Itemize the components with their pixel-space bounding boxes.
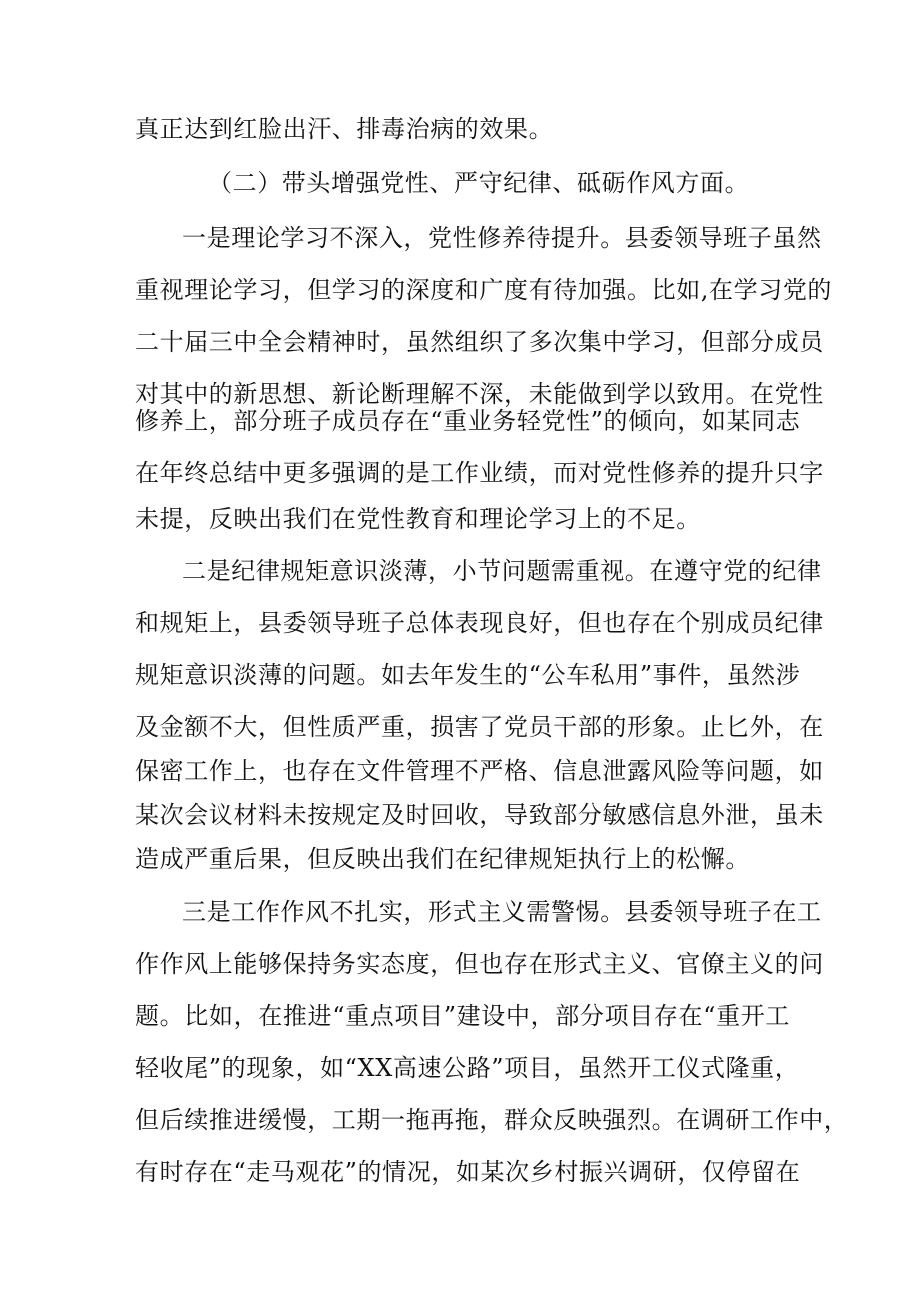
paragraph-2-line-2: 和规矩上，县委领导班子总体表现良好，但也存在个别成员纪律 xyxy=(135,609,824,637)
paragraph-2-line-3: 规矩意识淡薄的问题。如去年发生的“公车私用”事件，虽然涉 xyxy=(135,661,801,689)
paragraph-1-line-5: 修养上，部分班子成员存在“重业务轻党性”的倾向，如某同志 xyxy=(135,407,801,435)
paragraph-1-line-4: 对其中的新思想、新论断理解不深，未能做到学以致用。在党性 xyxy=(135,380,824,408)
paragraph-3-line-1: 三是工作作风不扎实，形式主义需警惕。县委领导班子在工 xyxy=(182,898,822,926)
paragraph-1-line-6: 在年终总结中更多强调的是工作业绩，而对党性修养的提升只字 xyxy=(135,459,824,487)
section-heading: （二）带头增强党性、严守纪律、砥砺作风方面。 xyxy=(208,169,750,197)
paragraph-2-line-6: 某次会议材料未按规定及时回收，导致部分敏感信息外泄，虽未 xyxy=(135,801,824,829)
paragraph-2-line-5: 保密工作上，也存在文件管理不严格、信息泄露风险等问题，如 xyxy=(135,757,824,785)
paragraph-3-line-2: 作作风上能够保持务实态度，但也存在形式主义、官僚主义的问 xyxy=(135,950,824,978)
paragraph-1-line-1: 一是理论学习不深入，党性修养待提升。县委领导班子虽然 xyxy=(182,224,822,252)
text-line-1: 真正达到红脸出汗、排毒治病的效果。 xyxy=(135,115,554,143)
paragraph-2-line-1: 二是纪律规矩意识淡薄，小节问题需重视。在遵守党的纪律 xyxy=(182,557,822,585)
paragraph-3-line-3: 题。比如，在推进“重点项目”建设中，部分项目存在“重开工 xyxy=(135,1002,790,1030)
paragraph-3-line-5: 但后续推进缓慢，工期一拖再拖，群众反映强烈。在调研工作中， xyxy=(135,1106,849,1134)
paragraph-1-line-3: 二十届三中全会精神时，虽然组织了多次集中学习，但部分成员 xyxy=(135,328,824,356)
paragraph-3-line-4: 轻收尾”的现象，如“XX高速公路”项目，虽然开工仪式隆重， xyxy=(135,1054,800,1082)
paragraph-2-line-7: 造成严重后果，但反映出我们在纪律规矩执行上的松懈。 xyxy=(135,845,750,873)
paragraph-1-line-2: 重视理论学习，但学习的深度和广度有待加强。比如,在学习党的 xyxy=(135,276,833,304)
paragraph-3-line-6: 有时存在“走马观花”的情况，如某次乡村振兴调研，仅停留在 xyxy=(135,1158,801,1186)
paragraph-1-line-7: 未提，反映出我们在党性教育和理论学习上的不足。 xyxy=(135,505,701,533)
paragraph-2-line-4: 及金额不大，但性质严重，损害了党员干部的形象。止匕外，在 xyxy=(135,713,824,741)
